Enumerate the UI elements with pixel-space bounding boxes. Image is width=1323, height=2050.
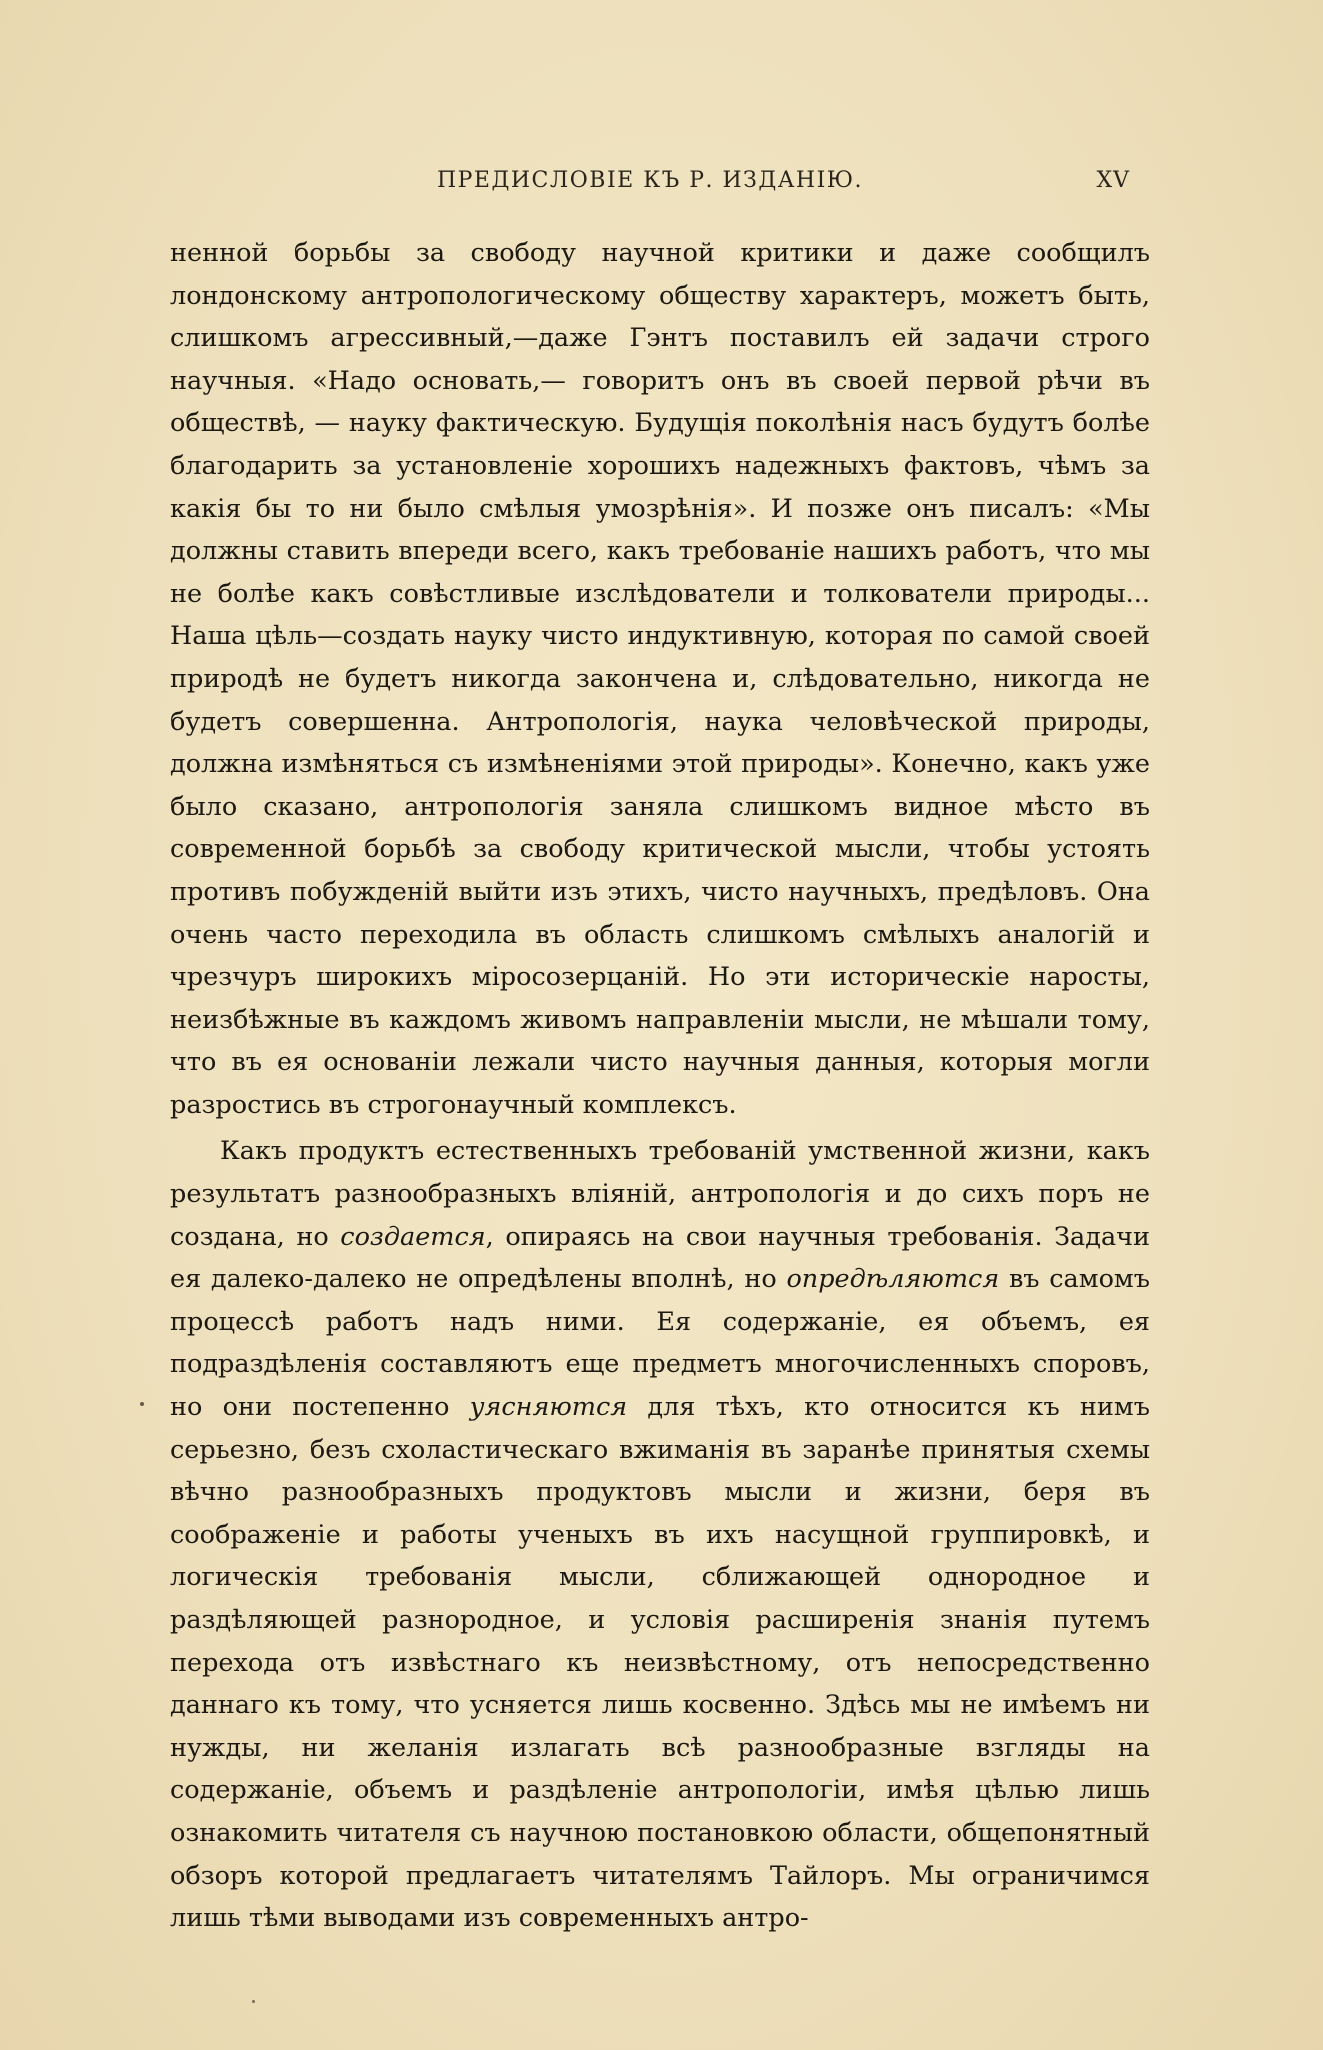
body-text: [170, 232, 1150, 1940]
paragraph-2-part-2: , опираясь на свои научныя требованія. Задачи ея далеко-далеко не опредѣлены вполнѣ, но: [170, 1221, 1150, 1295]
running-title: ПРЕДИСЛОВІЕ КЪ Р. ИЗДАНІЮ.: [436, 168, 864, 193]
paragraph-2-part-3: въ самомъ процессѣ работъ надъ ними. Ея содержаніе, ея объемъ, ея подраздѣленія составляютъ еще предметъ многочисленныхъ споровъ, но они постепенно: [170, 1264, 1150, 1423]
emphasis-opredelyayutsya: опредѣляются: [786, 1264, 1000, 1295]
paragraph-2: [170, 1130, 1150, 1939]
paragraph-continued: ненной борьбы за свободу научной критики и даже сообщилъ лондонскому антропологическому обществу характеръ, можетъ быть, слишкомъ агрессивный,—даже Гэнтъ поставилъ ей задачи строго научныя. «Надо основать,— говоритъ онъ въ своей первой рѣчи въ обществѣ, — науку фактическую. Будущія поколѣнія насъ будутъ болѣе благодарить за установленіе хорошихъ надежныхъ фактовъ, чѣмъ за какія бы то ни было смѣлыя умозрѣнія». И позже онъ писалъ: «Мы должны ставить впереди всего, какъ требованіе нашихъ работъ, что мы не болѣе какъ совѣстливые изслѣдователи и толкователи природы... Наша цѣль—создать науку чисто индуктивную, которая по самой своей природѣ не будетъ никогда закончена и, слѣдовательно, никогда не будетъ совершенна. Антропологія, наука человѣческой природы, должна измѣняться съ измѣненіями этой природы». Конечно, какъ уже было сказано, антропологія заняла слишкомъ видное мѣсто въ современной борьбѣ за свободу критической мысли, чтобы устоять противъ побужденій выйти изъ этихъ, чисто научныхъ, предѣловъ. Она очень часто переходила въ область слишкомъ смѣлыхъ аналогій и чрезчуръ широкихъ міросозерцаній. Но эти историческіе наросты, неизбѣжные въ каждомъ живомъ направленіи мысли, не мѣшали тому, что въ ея основаніи лежали чисто научныя данныя, которыя могли разростись въ строгонаучный комплексъ.: [170, 238, 1150, 1120]
paragraph-2-part-4: для тѣхъ, кто относится къ нимъ серьезно, безъ схоластическаго вжиманія въ заранѣе принятыя схемы вѣчно разнообразныхъ продуктовъ мысли и жизни, беря въ соображеніе и работы ученыхъ въ ихъ насущной группировкѣ, и логическія требованія мысли, сближающей однородное и раздѣляющей разнородное, и условія расширенія знанія путемъ перехода отъ извѣстнаго къ неизвѣстному, отъ непосредственно даннаго къ тому, что усняется лишь косвенно. Здѣсь мы не имѣемъ ни нужды, ни желанія излагать всѣ разнообразные взгляды на содержаніе, объемъ и раздѣленіе антропологіи, имѣя цѣлью лишь ознакомить читателя съ научною постановкою области, общепонятный обзоръ которой предлагаетъ читателямъ Тайлоръ. Мы ограничимся лишь тѣми выводами изъ современныхъ антро-: [170, 1392, 1150, 1934]
page-number: XV: [1096, 168, 1130, 193]
ink-speck: [140, 1402, 144, 1406]
ink-speck-bottom: [252, 2000, 255, 2003]
paragraph-2-part-1: Какъ продуктъ естественныхъ требованій умственной жизни, какъ результатъ разнообразныхъ вліяній, антропологія и до сихъ поръ не создана, но: [170, 1136, 1150, 1252]
running-header: [170, 168, 1130, 204]
emphasis-sozdaetsya: создается: [340, 1221, 486, 1252]
emphasis-uyasnyayutsya: уясняются: [469, 1392, 628, 1423]
